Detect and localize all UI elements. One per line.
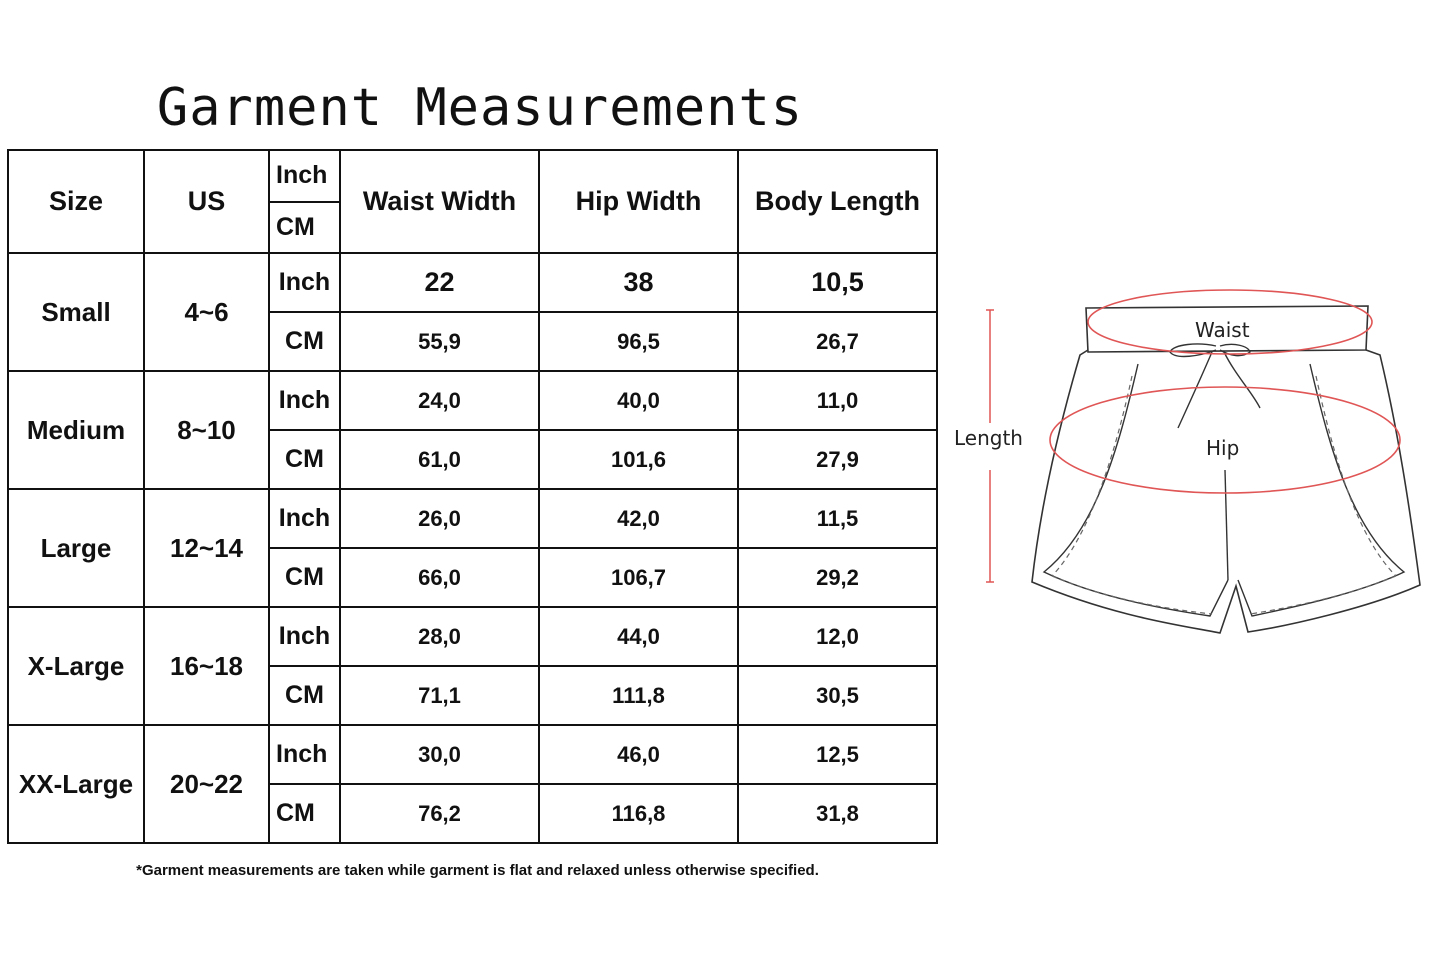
size-cell: Large	[8, 489, 144, 607]
length-inch-cell: 10,5	[738, 253, 937, 312]
hip-cm-cell: 101,6	[539, 430, 738, 489]
hip-inch-cell: 40,0	[539, 371, 738, 430]
measurement-footnote: *Garment measurements are taken while garment is flat and relaxed unless otherwise specified.	[136, 862, 819, 879]
length-inch-cell: 12,5	[738, 725, 937, 784]
header-size: Size	[8, 150, 144, 253]
waist-cm-cell: 71,1	[340, 666, 539, 725]
hip-inch-cell: 42,0	[539, 489, 738, 548]
length-inch-cell: 11,0	[738, 371, 937, 430]
table-row-small-inch	[8, 253, 937, 312]
hip-cm-cell: 116,8	[539, 784, 738, 843]
us-size-cell: 20~22	[144, 725, 269, 843]
hip-cm-cell: 106,7	[539, 548, 738, 607]
unit-inch-cell: Inch	[269, 607, 340, 666]
size-cell: XX-Large	[8, 725, 144, 843]
length-cm-cell: 27,9	[738, 430, 937, 489]
header-unit-cm: CM	[270, 201, 339, 253]
waist-cm-cell: 61,0	[340, 430, 539, 489]
header-body-length: Body Length	[738, 150, 937, 253]
waist-inch-cell: 26,0	[340, 489, 539, 548]
length-cm-cell: 30,5	[738, 666, 937, 725]
unit-cm-cell: CM	[269, 430, 340, 489]
waist-cm-cell: 66,0	[340, 548, 539, 607]
header-waist-width: Waist Width	[340, 150, 539, 253]
header-us: US	[144, 150, 269, 253]
waist-cm-cell: 76,2	[340, 784, 539, 843]
hip-inch-cell: 46,0	[539, 725, 738, 784]
length-cm-cell: 31,8	[738, 784, 937, 843]
us-size-cell: 8~10	[144, 371, 269, 489]
waist-inch-cell: 22	[340, 253, 539, 312]
table-row-large-inch	[8, 489, 937, 548]
unit-cm-cell: CM	[270, 783, 339, 842]
waist-label: Waist	[1195, 318, 1250, 342]
unit-cm-cell: CM	[269, 666, 340, 725]
hip-inch-cell: 38	[539, 253, 738, 312]
length-label: Length	[954, 426, 1023, 450]
unit-inch-cell: Inch	[269, 489, 340, 548]
length-cm-cell: 29,2	[738, 548, 937, 607]
size-cell: Medium	[8, 371, 144, 489]
hip-inch-cell: 44,0	[539, 607, 738, 666]
unit-inch-cell: Inch	[269, 253, 340, 312]
table-row-medium-inch	[8, 371, 937, 430]
unit-cm-cell: CM	[269, 312, 340, 371]
unit-cm-cell: CM	[269, 548, 340, 607]
shorts-diagram	[948, 280, 1428, 660]
header-unit-inch: Inch	[276, 161, 328, 190]
length-inch-cell: 12,0	[738, 607, 937, 666]
length-inch-cell: 11,5	[738, 489, 937, 548]
us-size-cell: 4~6	[144, 253, 269, 371]
unit-inch-cell: Inch	[269, 371, 340, 430]
waist-inch-cell: 30,0	[340, 725, 539, 784]
page-title: Garment Measurements	[156, 78, 804, 138]
table-row-xxlarge-inch	[8, 725, 937, 784]
unit-split-cell	[269, 725, 340, 843]
length-cm-cell: 26,7	[738, 312, 937, 371]
waist-inch-cell: 28,0	[340, 607, 539, 666]
size-cell: Small	[8, 253, 144, 371]
unit-inch-cell: Inch	[276, 740, 328, 768]
hip-label: Hip	[1206, 436, 1240, 460]
waist-cm-cell: 55,9	[340, 312, 539, 371]
header-unit	[269, 150, 340, 253]
size-chart-table	[7, 149, 938, 844]
waist-inch-cell: 24,0	[340, 371, 539, 430]
shorts-illustration	[948, 280, 1428, 660]
table-row-xlarge-inch	[8, 607, 937, 666]
us-size-cell: 16~18	[144, 607, 269, 725]
hip-cm-cell: 96,5	[539, 312, 738, 371]
us-size-cell: 12~14	[144, 489, 269, 607]
size-cell: X-Large	[8, 607, 144, 725]
hip-cm-cell: 111,8	[539, 666, 738, 725]
header-hip-width: Hip Width	[539, 150, 738, 253]
header-row	[8, 150, 937, 253]
